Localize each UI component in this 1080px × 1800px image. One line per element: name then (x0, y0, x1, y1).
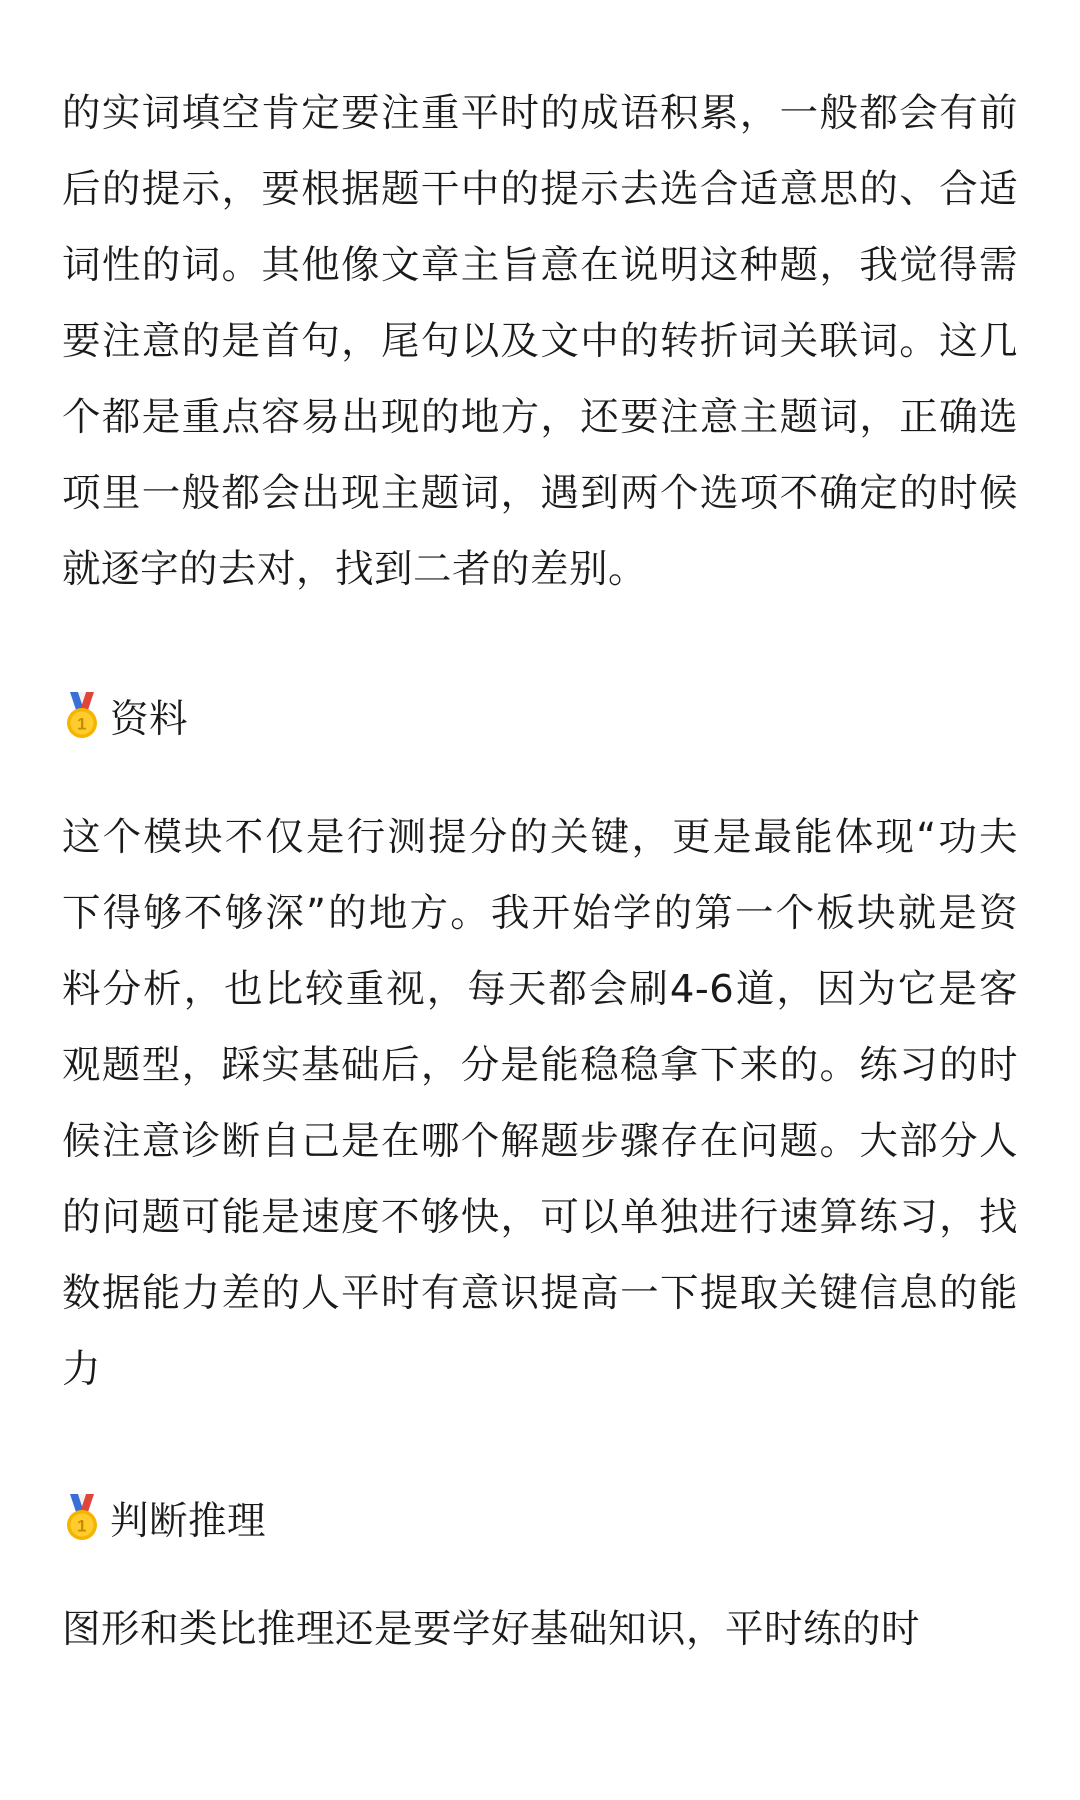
paragraph-data: 这个模块不仅是行测提分的关键，更是最能体现“功夫下得够不够深”的地方。我开始学的第一个板块就是资料分析，也比较重视，每天都会刷4-6道，因为它是客观题型，踩实基础后，分是能稳稳拿下来的。练习的时候注意诊断自己是在哪个解题步骤存在问题。大部分人的问题可能是速度不够快，可以单独进行速算练习，找数据能力差的人平时有意识提高一下提取关键信息的能力 (62, 815, 1018, 1392)
paragraph-reasoning: 图形和类比推理还是要学好基础知识，平时练的时 (62, 1607, 921, 1652)
svg-text:1: 1 (77, 1516, 87, 1536)
svg-text:1: 1 (77, 714, 87, 734)
first-place-medal-icon (62, 692, 102, 740)
first-place-medal-icon (62, 1494, 102, 1542)
paragraph-intro: 的实词填空肯定要注重平时的成语积累，一般都会有前后的提示，要根据题干中的提示去选合适意思的、合适词性的词。其他像文章主旨意在说明这种题，我觉得需要注意的是首句，尾句以及文中的转折词关联词。这几个都是重点容易出现的地方，还要注意主题词，正确选项里一般都会出现主题词，遇到两个选项不确定的时候就逐字的去对，找到二者的差别。 (62, 91, 1018, 592)
section-title-data: 资料 (110, 696, 189, 742)
section-title-reasoning: 判断推理 (110, 1498, 267, 1544)
section-heading-data (62, 678, 1018, 754)
section-heading-reasoning (62, 1480, 1018, 1556)
